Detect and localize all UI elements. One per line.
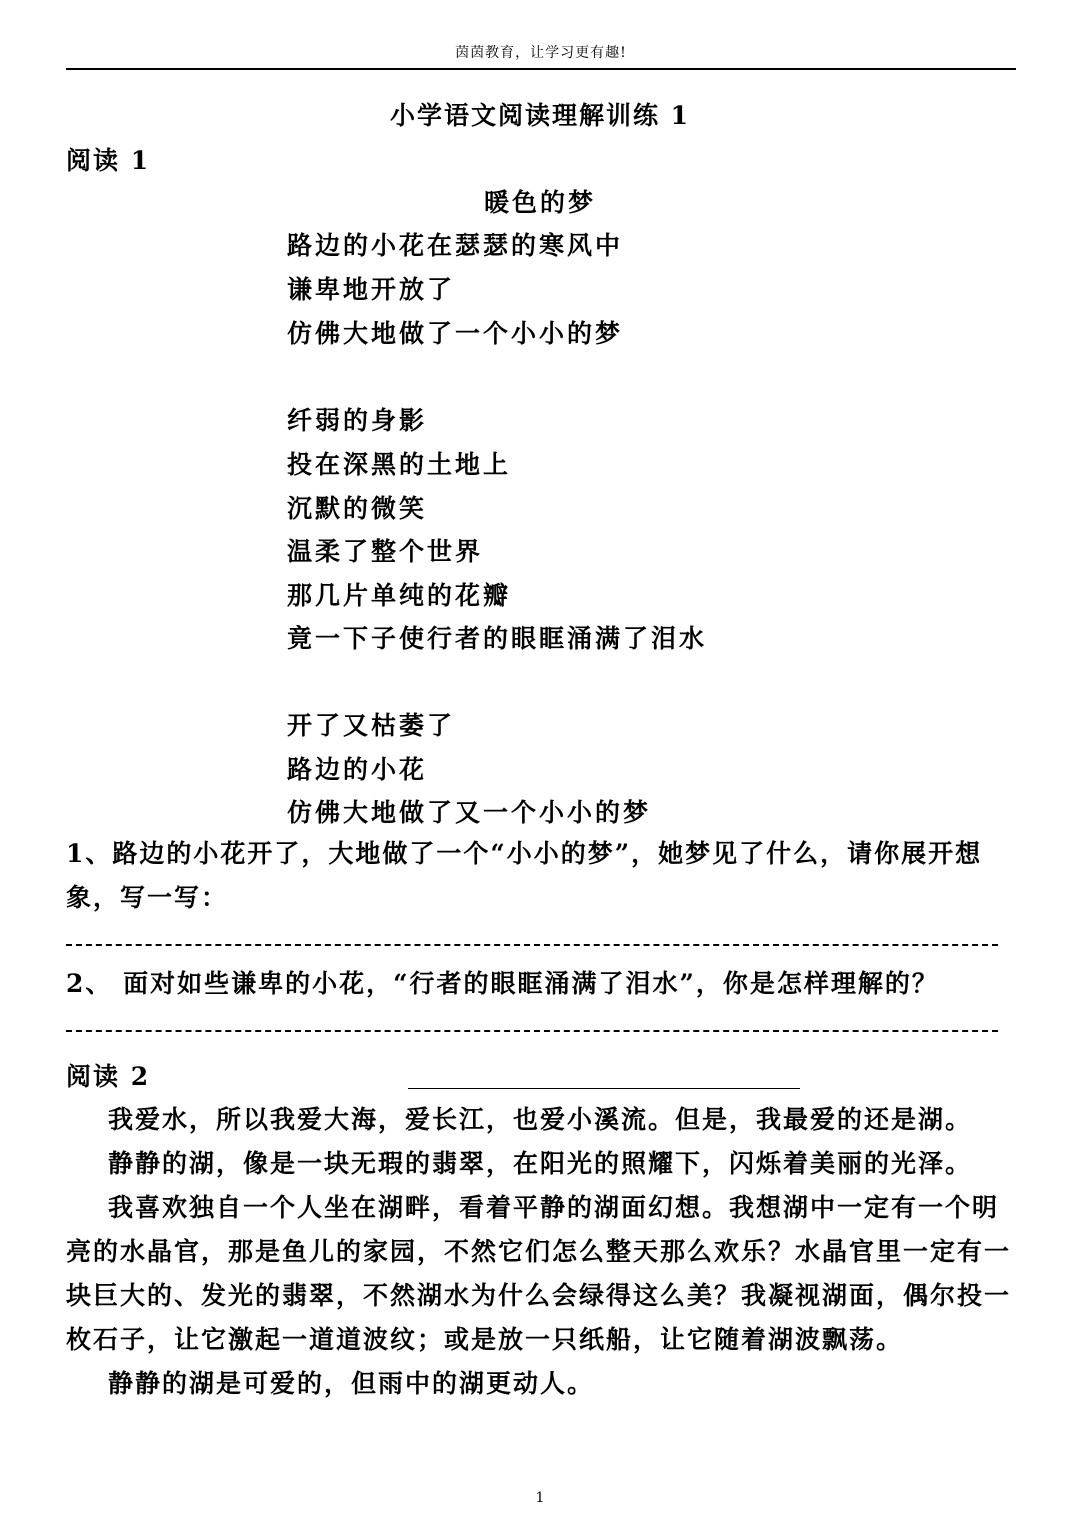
poem-line: 谦卑地开放了: [287, 275, 456, 304]
reading-2-label: 阅读 2: [66, 1062, 151, 1091]
poem-line: 路边的小花在瑟瑟的寒风中: [287, 231, 624, 260]
passage-paragraph: 我喜欢独自一个人坐在湖畔，看着平静的湖面幻想。我想湖中一定有一个明亮的水晶官，那是鱼儿的家园，不然它们怎么整天那么欢乐？水晶官里一定有一块巨大的、发光的翡翠，不然湖水为什么会绿得这么美？我凝视湖面，偶尔投一枚石子，让它激起一道道波纹；或是放一只纸船，让它随着湖波飘荡。: [66, 1193, 1012, 1354]
question-2: 2、 面对如些谦卑的小花，“行者的眼眶涌满了泪水”，你是怎样理解的？: [66, 969, 939, 998]
poem-line: 仿佛大地做了又一个小小的梦: [287, 798, 652, 827]
poem-line: 仿佛大地做了一个小小的梦: [287, 319, 624, 348]
passage-paragraph: 静静的湖是可爱的，但雨中的湖更动人。: [108, 1369, 595, 1398]
poem-line: 路边的小花: [287, 755, 428, 784]
reading-1-label: 阅读 1: [66, 146, 151, 175]
poem-line: 开了又枯萎了: [287, 711, 456, 740]
poem-line: 那几片单纯的花瓣: [287, 581, 512, 610]
question-1: 1、路边的小花开了，大地做了一个“小小的梦”，她梦见了什么，请你展开想象，写一写：: [66, 839, 983, 912]
document-title: 小学语文阅读理解训练 1: [389, 101, 691, 130]
poem-line: 投在深黑的土地上: [287, 450, 512, 479]
header-divider: [66, 68, 1016, 70]
poem-line: 沉默的微笑: [287, 494, 428, 523]
poem-line: 温柔了整个世界: [287, 537, 484, 566]
answer-line-1[interactable]: [66, 944, 998, 946]
answer-line-2[interactable]: [66, 1030, 998, 1032]
title-blank-line[interactable]: [408, 1088, 800, 1089]
reading-2-passage: [66, 1098, 1020, 1406]
passage-paragraph: 我爱水，所以我爱大海，爱长江，也爱小溪流。但是，我最爱的还是湖。: [108, 1105, 973, 1134]
page-number: 1: [535, 1490, 545, 1506]
header-tagline: 茵茵教育，让学习更有趣!: [455, 45, 627, 61]
poem-title: 暖色的梦: [483, 188, 596, 217]
passage-paragraph: 静静的湖，像是一块无瑕的翡翠，在阳光的照耀下，闪烁着美丽的光泽。: [108, 1149, 973, 1178]
poem-line: 纤弱的身影: [287, 406, 428, 435]
poem-line: 竟一下子使行者的眼眶涌满了泪水: [287, 624, 708, 653]
